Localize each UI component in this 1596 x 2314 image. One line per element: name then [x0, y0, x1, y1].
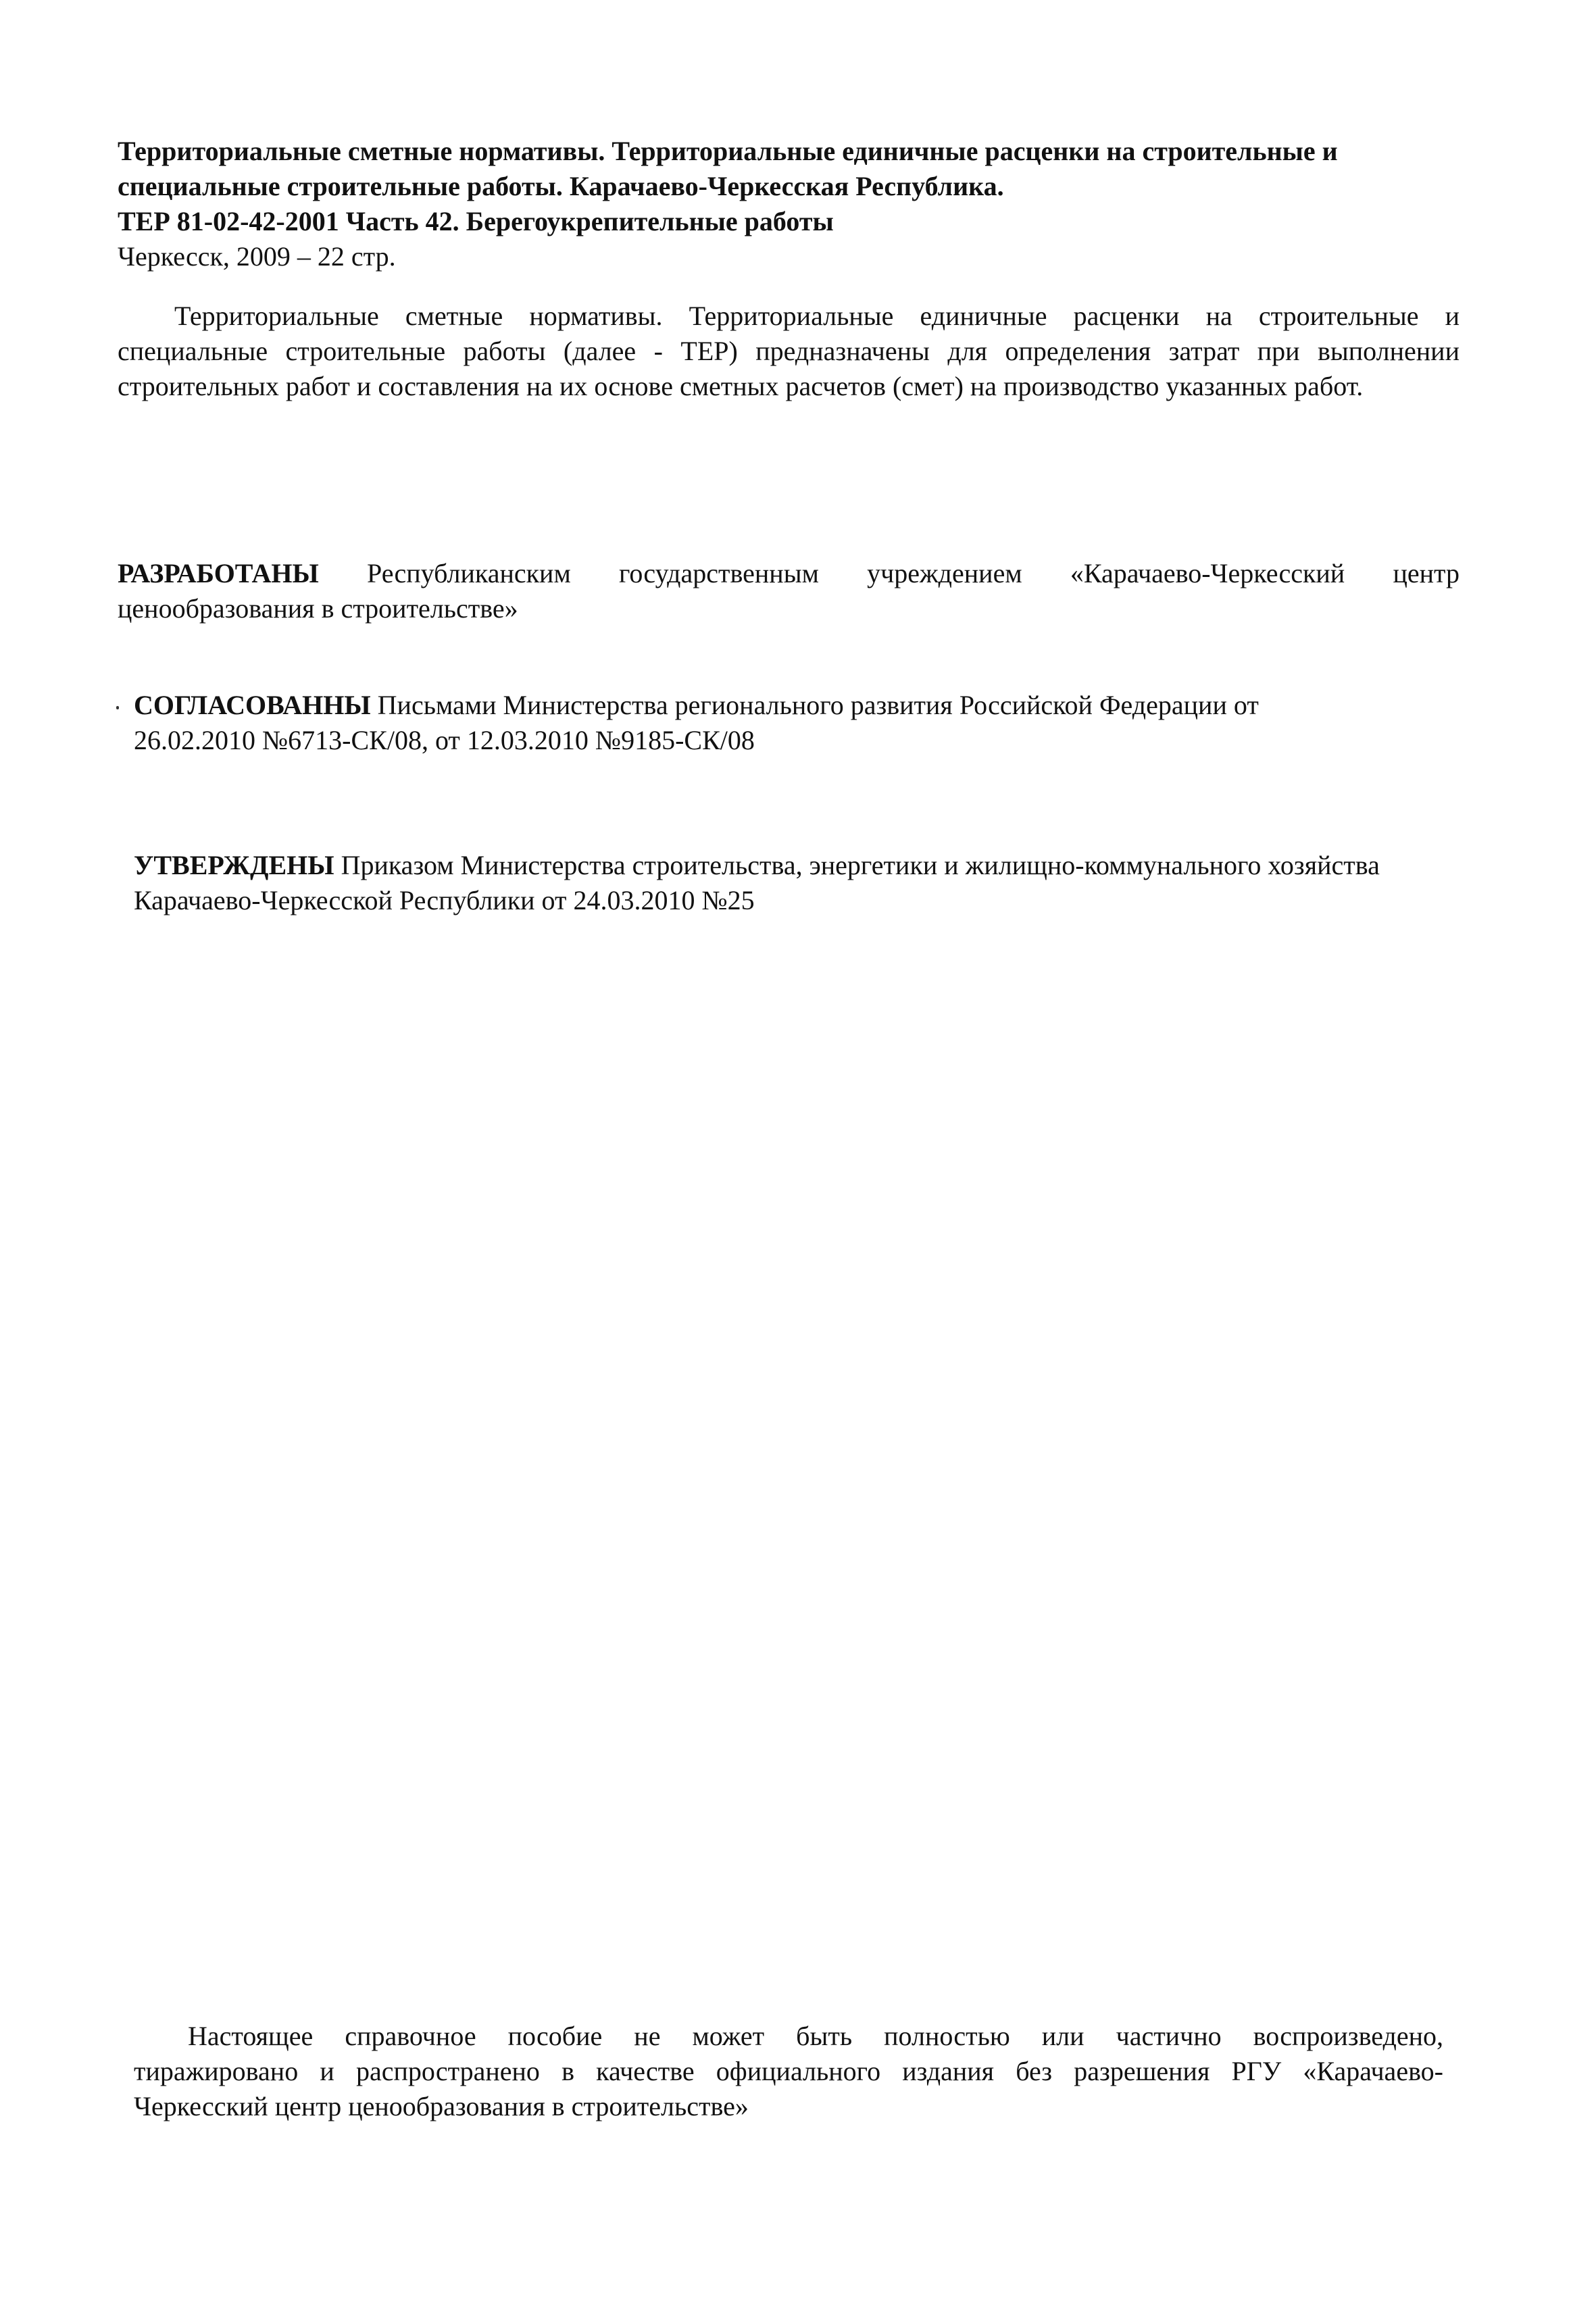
- intro-line-3: строительных работ и составления на их основе сметных расчетов (смет) на производство указанных работ.: [118, 371, 1364, 401]
- agreed-text: Письмами Министерства регионального развития Российской Федерации от: [370, 690, 1259, 720]
- header-city-year-pages: Черкесск, 2009 – 22 стр.: [118, 241, 396, 272]
- scan-speck: [116, 706, 119, 709]
- intro-line-2: специальные строительные работы (далее - ТЕР) предназначены для определения затрат при выполнении: [118, 336, 1460, 366]
- agreed-label: СОГЛАСОВАННЫ: [134, 690, 371, 720]
- header-title-line-1: Территориальные сметные нормативы. Территориальные единичные расценки на строительные и: [118, 136, 1338, 166]
- approved-section: [134, 848, 1458, 918]
- intro-line-1: Территориальные сметные нормативы. Территориальные единичные расценки на строительные и: [174, 301, 1460, 331]
- approved-line-1: [134, 848, 1458, 883]
- agreed-section: [134, 688, 1458, 758]
- approved-text: Приказом Министерства строительства, энергетики и жилищно-коммунального хозяйства: [334, 850, 1380, 880]
- intro-paragraph: [118, 299, 1460, 404]
- developed-line-1: [118, 556, 1460, 591]
- footer-line-2: тиражировано и распространено в качестве официального издания без разрешения РГУ «Карачаево-: [134, 2056, 1443, 2086]
- footer-line-1: Настоящее справочное пособие не может быть полностью или частично воспроизведено,: [188, 2021, 1443, 2051]
- copyright-notice: [134, 2019, 1443, 2124]
- header-title-line-2: специальные строительные работы. Карачаево-Черкесская Республика.: [118, 171, 1004, 201]
- footer-line-3: Черкесский цeнтр ценообразования в строительстве»: [134, 2091, 749, 2121]
- developed-line-2: ценообразования в строительстве»: [118, 593, 518, 624]
- agreed-line-1: [134, 688, 1458, 723]
- developed-section: [118, 556, 1460, 626]
- agreed-line-2: 26.02.2010 №6713-СК/08, от 12.03.2010 №9185-СК/08: [134, 725, 755, 755]
- header-code-line: ТЕР 81-02-42-2001 Часть 42. Берегоукрепительные работы: [118, 206, 834, 236]
- developed-text: Республиканским государственным учреждением «Карачаево-Черкесский центр: [367, 558, 1460, 588]
- approved-line-2: Карачаево-Черкесской Республики от 24.03.2010 №25: [134, 885, 755, 915]
- approved-label: УТВЕРЖДЕНЫ: [134, 850, 334, 880]
- developed-label: РАЗРАБОТАНЫ: [118, 558, 319, 588]
- document-header: [118, 134, 1469, 274]
